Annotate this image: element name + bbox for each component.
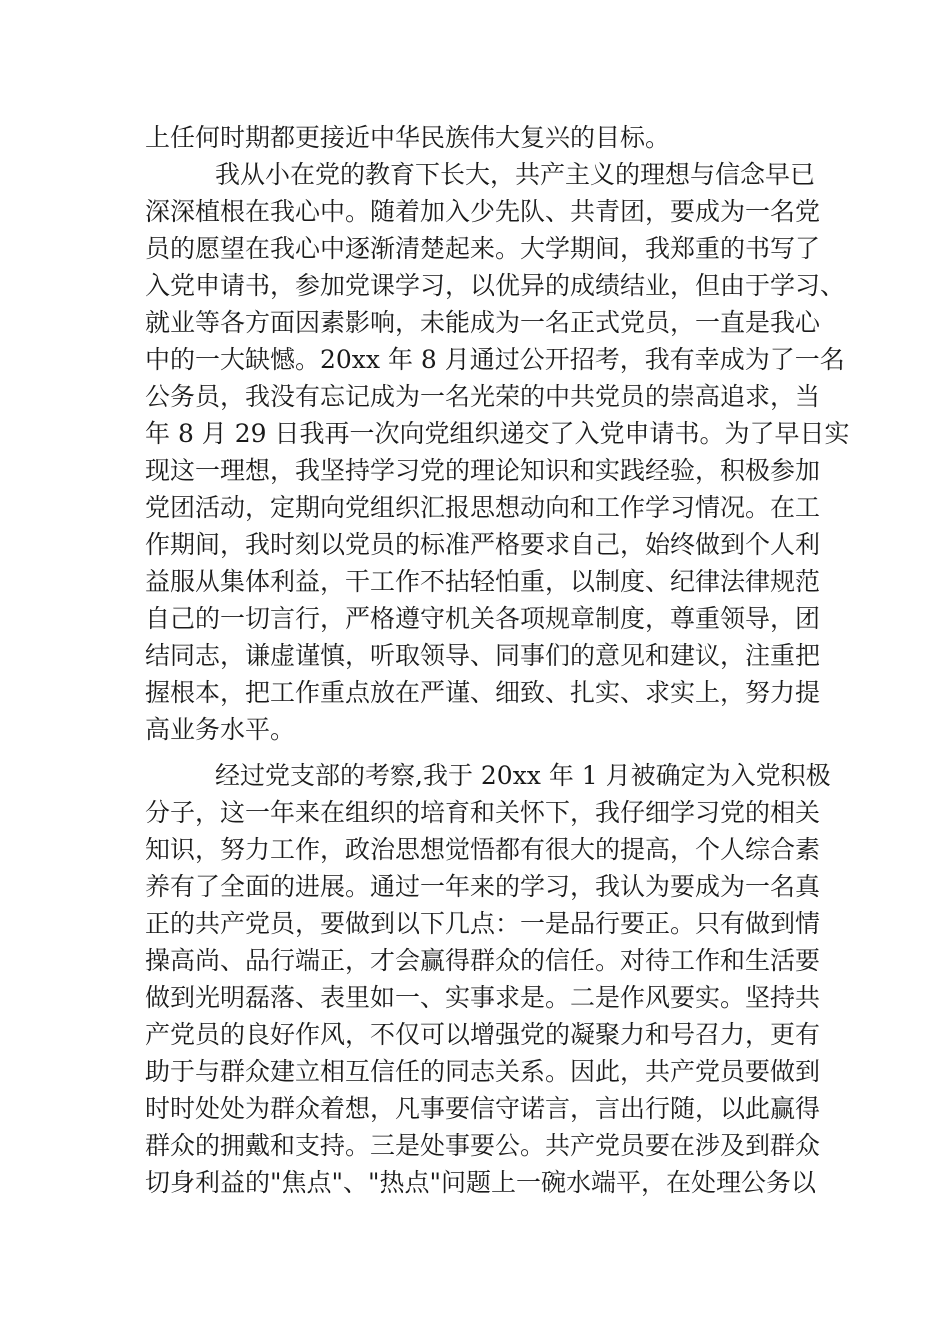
text-line: 作期间，我时刻以党员的标准严格要求自己，始终做到个人利	[145, 530, 821, 559]
paragraph-first-line: 经过党支部的考察,我于 20xx 年 1 月被确定为入党积极	[215, 761, 831, 790]
text-line: 养有了全面的进展。通过一年来的学习，我认为要成为一名真	[145, 872, 821, 901]
text-line: 自己的一切言行，严格遵守机关各项规章制度，尊重领导，团	[145, 604, 821, 633]
text-line: 时时处处为群众着想，凡事要信守诺言，言出行随，以此赢得	[145, 1094, 821, 1123]
text-line: 入党申请书，参加党课学习，以优异的成绩结业，但由于学习、	[145, 271, 846, 300]
text-line: 正的共产党员，要做到以下几点：一是品行要正。只有做到情	[145, 909, 821, 938]
text-line: 握根本，把工作重点放在严谨、细致、扎实、求实上，努力提	[145, 678, 821, 707]
text-line: 公务员，我没有忘记成为一名光荣的中共党员的崇高追求，当	[145, 382, 821, 411]
text-line: 操高尚、品行端正，才会赢得群众的信任。对待工作和生活要	[145, 946, 821, 975]
text-line: 益服从集体利益，干工作不拈轻怕重，以制度、纪律法律规范	[145, 567, 821, 596]
text-line: 做到光明磊落、表里如一、实事求是。二是作风要实。坚持共	[145, 983, 821, 1012]
text-line: 上任何时期都更接近中华民族伟大复兴的目标。	[145, 123, 671, 152]
text-line: 产党员的良好作风，不仅可以增强党的凝聚力和号召力，更有	[145, 1020, 821, 1049]
text-line: 深深植根在我心中。随着加入少先队、共青团，要成为一名党	[145, 197, 821, 226]
text-line: 中的一大缺憾。20xx 年 8 月通过公开招考，我有幸成为了一名	[145, 345, 845, 374]
text-line: 党团活动，定期向党组织汇报思想动向和工作学习情况。在工	[145, 493, 821, 522]
text-line: 切身利益的"焦点"、"热点"问题上一碗水端平，在处理公务以	[145, 1168, 816, 1197]
text-line: 年 8 月 29 日我再一次向党组织递交了入党申请书。为了早日实	[145, 419, 850, 448]
text-line: 结同志，谦虚谨慎，听取领导、同事们的意见和建议，注重把	[145, 641, 821, 670]
text-line: 知识，努力工作，政治思想觉悟都有很大的提高，个人综合素	[145, 835, 821, 864]
paragraph-first-line: 我从小在党的教育下长大，共产主义的理想与信念早已	[215, 160, 816, 189]
text-line: 助于与群众建立相互信任的同志关系。因此，共产党员要做到	[145, 1057, 821, 1086]
text-line: 高业务水平。	[145, 715, 296, 744]
text-line: 就业等各方面因素影响，未能成为一名正式党员，一直是我心	[145, 308, 821, 337]
text-line: 分子，这一年来在组织的培育和关怀下，我仔细学习党的相关	[145, 798, 821, 827]
text-line: 员的愿望在我心中逐渐清楚起来。大学期间，我郑重的书写了	[145, 234, 821, 263]
text-line: 群众的拥戴和支持。三是处事要公。共产党员要在涉及到群众	[145, 1131, 821, 1160]
text-line: 现这一理想，我坚持学习党的理论知识和实践经验，积极参加	[145, 456, 821, 485]
